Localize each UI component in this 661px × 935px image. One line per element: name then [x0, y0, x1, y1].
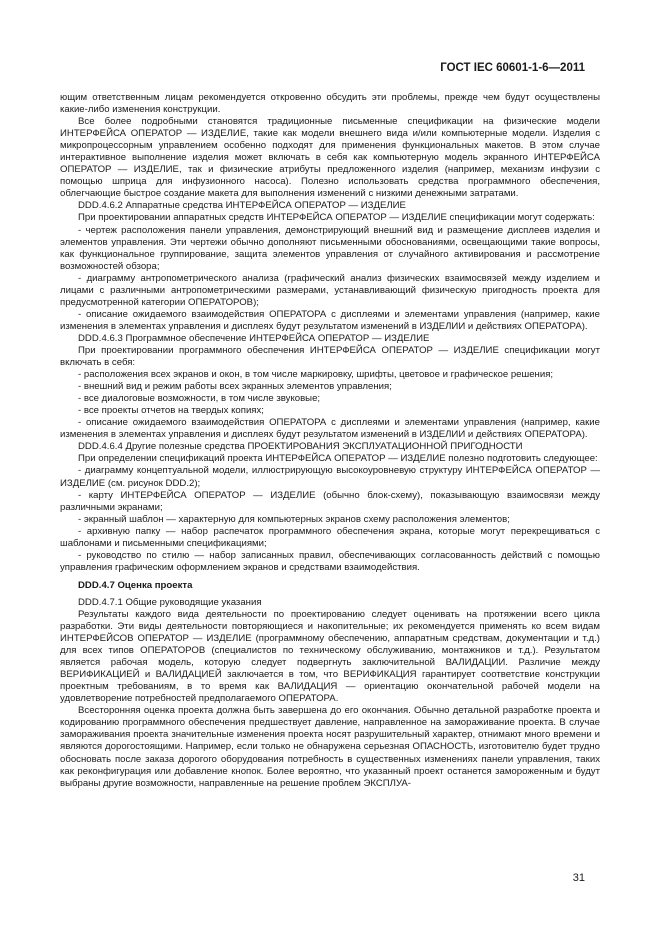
paragraph: DDD.4.6.2 Аппаратные средства ИНТЕРФЕЙСА ОПЕРАТОР — ИЗДЕЛИЕ	[78, 200, 406, 212]
paragraph: - все диалоговые возможности, в том числе звуковые;	[78, 393, 321, 405]
paragraph: - внешний вид и режим работы всех экранных элементов управления;	[78, 381, 392, 393]
document-body	[60, 92, 600, 790]
paragraph: При проектировании программного обеспечения ИНТЕРФЕЙСА ОПЕРАТОР — ИЗДЕЛИЕ спецификации могут включать в себя:	[60, 344, 600, 369]
paragraph: - диаграмму концептуальной модели, иллюстрирующую высокоуровневую структуру ИНТЕРФЕЙСА ОПЕРАТОР — ИЗДЕЛИЕ (см. рисунок DDD.2);	[60, 465, 600, 489]
paragraph: - экранный шаблон — характерную для компьютерных экранов схему расположения элементов;	[78, 513, 510, 525]
paragraph: DDD.4.7.1 Общие руководящие указания	[78, 596, 262, 608]
paragraph: - диаграмму антропометрического анализа (графический анализ физических взаимосвязей между изделием и лицами с различными антропометрическими размерами, устанавливающий физическую пригодность проекта для предусмотренной категории ОПЕРАТОРОВ);	[60, 272, 600, 308]
paragraph: - чертеж расположения панели управления, демонстрирующий внешний вид и размещение дисплеев изделия и элементов управления. Эти чертежи обычно дополняют письменными обоснованиями, освещающими такие вопросы, как функциональное группирование, защита элементов управления от случайного активирования и рассмотрение возможностей обзора;	[60, 224, 600, 272]
paragraph: - архивную папку — набор распечаток программного обеспечения экрана, которые могут перекрещиваться с шаблонами и письменными спецификациями;	[60, 525, 600, 549]
paragraph: - расположения всех экранов и окон, в том числе маркировку, шрифты, цветовое и графическое решения;	[78, 369, 554, 381]
paragraph: DDD.4.6.4 Другие полезные средства ПРОЕКТИРОВАНИЯ ЭКСПЛУАТАЦИОННОЙ ПРИГОДНОСТИ	[78, 441, 523, 453]
paragraph: DDD.4.6.3 Программное обеспечение ИНТЕРФЕЙСА ОПЕРАТОР — ИЗДЕЛИЕ	[78, 332, 430, 344]
standard-header: ГОСТ IEC 60601-1-6—2011	[440, 62, 585, 74]
paragraph: При определении спецификаций проекта ИНТЕРФЕЙСА ОПЕРАТОР — ИЗДЕЛИЕ полезно подготовить следующее:	[78, 453, 598, 465]
paragraph: ющим ответственным лицам рекомендуется откровенно обсудить эти проблемы, прежде чем будут осуществлены какие-либо изменения конструкции.	[60, 92, 600, 116]
paragraph: - описание ожидаемого взаимодействия ОПЕРАТОРА с дисплеями и элементами управления (например, какие изменения в элементах управления и дисплеях будут результатом изменений в ИЗДЕЛИИ и действиях ОПЕРАТОРА).	[60, 417, 600, 441]
section-heading: DDD.4.7 Оценка проекта	[78, 579, 193, 591]
paragraph: При проектировании аппаратных средств ИНТЕРФЕЙСА ОПЕРАТОР — ИЗДЕЛИЕ спецификации могут содержать:	[78, 212, 595, 224]
paragraph: - все проекты отчетов на твердых копиях;	[78, 405, 264, 417]
paragraph: Все более подробными становятся традиционные письменные спецификации на физические модели ИНТЕРФЕЙСА ОПЕРАТОР — ИЗДЕЛИЕ, такие как модели внешнего вида и/или компьютерные модели. Изделия с микропроцессорным управлением особенно подходят для применения функциональных макетов. В этом случае интерактивное выполнение изделия может включать в себя как компьютерную модель экранного ИНТЕРФЕЙСА ОПЕРАТОР — ИЗДЕЛИЕ, так и физические атрибуты предложенного изделия (например, механизм инфузии с помощью шприца для инфузионного насоса). Полезно использовать средства программного обеспечения, облегчающие быстрое создание макета для выполнения изменений с низкими денежными затратами.	[60, 116, 600, 200]
paragraph: - описание ожидаемого взаимодействия ОПЕРАТОРА с дисплеями и элементами управления (например, какие изменения в элементах управления и дисплеях будут результатом изменений в ИЗДЕЛИИ и действиях ОПЕРАТОРА).	[60, 308, 600, 332]
paragraph: - карту ИНТЕРФЕЙСА ОПЕРАТОР — ИЗДЕЛИЕ (обычно блок-схему), показывающую взаимосвязи между различными экранами;	[60, 489, 600, 513]
paragraph: Результаты каждого вида деятельности по проектированию следует оценивать на протяжении всего цикла разработки. Эти виды деятельности повторяющиеся и накопительные; их рекомендуется применять ко всем видам ИНТЕРФЕЙСОВ ОПЕРАТОР — ИЗДЕЛИЕ (программному обеспечению, аппаратным средствам, документации и т.д.) для всех типов ОПЕРАТОРОВ (специалистов по техническому обслуживанию, монтажников и т.д.). Результатом является рабочая модель, которую следует подвергнуть заключительной ВАЛИДАЦИИ. Различие между ВЕРИФИКАЦИЕЙ и ВАЛИДАЦИЕЙ заключается в том, что ВЕРИФИКАЦИЯ гарантирует соответствие конструкции проектным требованиям, в то время как ВАЛИДАЦИЯ — ориентацию окончательной рабочей модели на удовлетворение потребностей предполагаемого ОПЕРАТОРА.	[60, 608, 600, 705]
paragraph: - руководство по стилю — набор записанных правил, обеспечивающих согласованность действий с помощью управления графическим оформлением экранов и средствами взаимодействия.	[60, 549, 600, 573]
paragraph: Всесторонняя оценка проекта должна быть завершена до его окончания. Обычно детальной разработке проекта и кодированию программного обеспечения предшествует давление, направленное на замораживание проекта. В случае замораживания проекта значительные изменения проекта носят разрушительный характер, отнимают много времени и являются дорогостоящими. Например, если только не обнаружена серьезная ОПАСНОСТЬ, изготовителю будет трудно обосновать после заказа дорогого оборудования потребность в существенных изменениях панели управления, таких как реконфигурация или добавление кнопок. Более вероятно, что указанный проект останется замороженным и будут выбраны другие возможности, направленные на решение проблем ЭКСПЛУА-	[60, 705, 600, 789]
page-number: 31	[572, 872, 585, 884]
